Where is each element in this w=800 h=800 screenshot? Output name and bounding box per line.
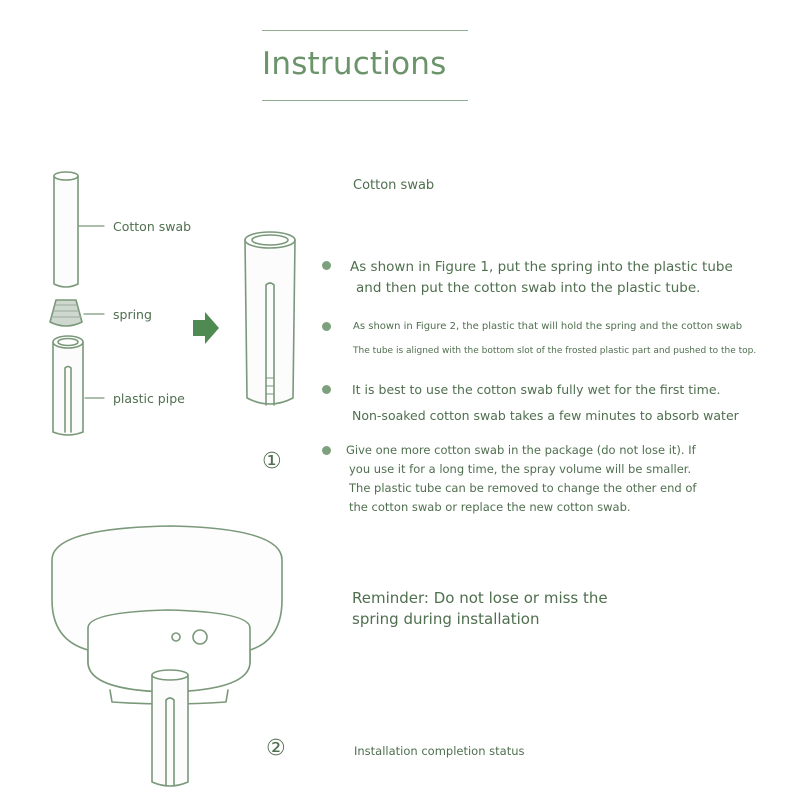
step-3-line-2: Non-soaked cotton swab takes a few minutes to absorb water (352, 408, 739, 423)
label-plastic-pipe: plastic pipe (113, 391, 185, 406)
step-4-line-2: you use it for a long time, the spray volume will be smaller. (349, 462, 692, 476)
page-title: Instructions (262, 46, 447, 82)
figure-1-caption: Cotton swab (353, 178, 435, 193)
bullet-dot-icon (322, 261, 331, 270)
label-cotton-swab: Cotton swab (113, 219, 192, 234)
figure-1-number: ① (262, 449, 282, 474)
figure-2-number: ② (266, 736, 286, 761)
label-spring: spring (113, 307, 152, 322)
step-2-line-2: The tube is aligned with the bottom slot of the frosted plastic part and pushed to the top. (353, 346, 757, 356)
bullet-dot-icon (322, 446, 331, 455)
step-2-line-1: As shown in Figure 2, the plastic that will hold the spring and the cotton swab (353, 321, 743, 332)
plastic-pipe-illustration (53, 336, 104, 435)
reminder-line-1: Reminder: Do not lose or miss the (352, 589, 608, 607)
step-4-line-4: the cotton swab or replace the new cotton swab. (349, 500, 631, 514)
cotton-swab-illustration (54, 172, 104, 287)
step-1-line-2: and then put the cotton swab into the plastic tube. (356, 280, 701, 296)
step-4-line-1: Give one more cotton swab in the package (do not lose it). If (346, 443, 696, 457)
arrow-right-icon (193, 312, 219, 344)
step-4-line-3: The plastic tube can be removed to change the other end of (349, 481, 697, 495)
step-3-line-1: It is best to use the cotton swab fully wet for the first time. (352, 382, 721, 397)
step-1-line-1: As shown in Figure 1, put the spring into the plastic tube (350, 259, 733, 275)
figure-2-caption: Installation completion status (354, 744, 525, 758)
bullet-dot-icon (322, 322, 331, 331)
assembled-tube-illustration (245, 232, 295, 405)
humidifier-illustration (52, 526, 282, 786)
spring-illustration (50, 300, 104, 326)
bullet-dot-icon (322, 385, 331, 394)
reminder-line-2: spring during installation (352, 610, 540, 628)
